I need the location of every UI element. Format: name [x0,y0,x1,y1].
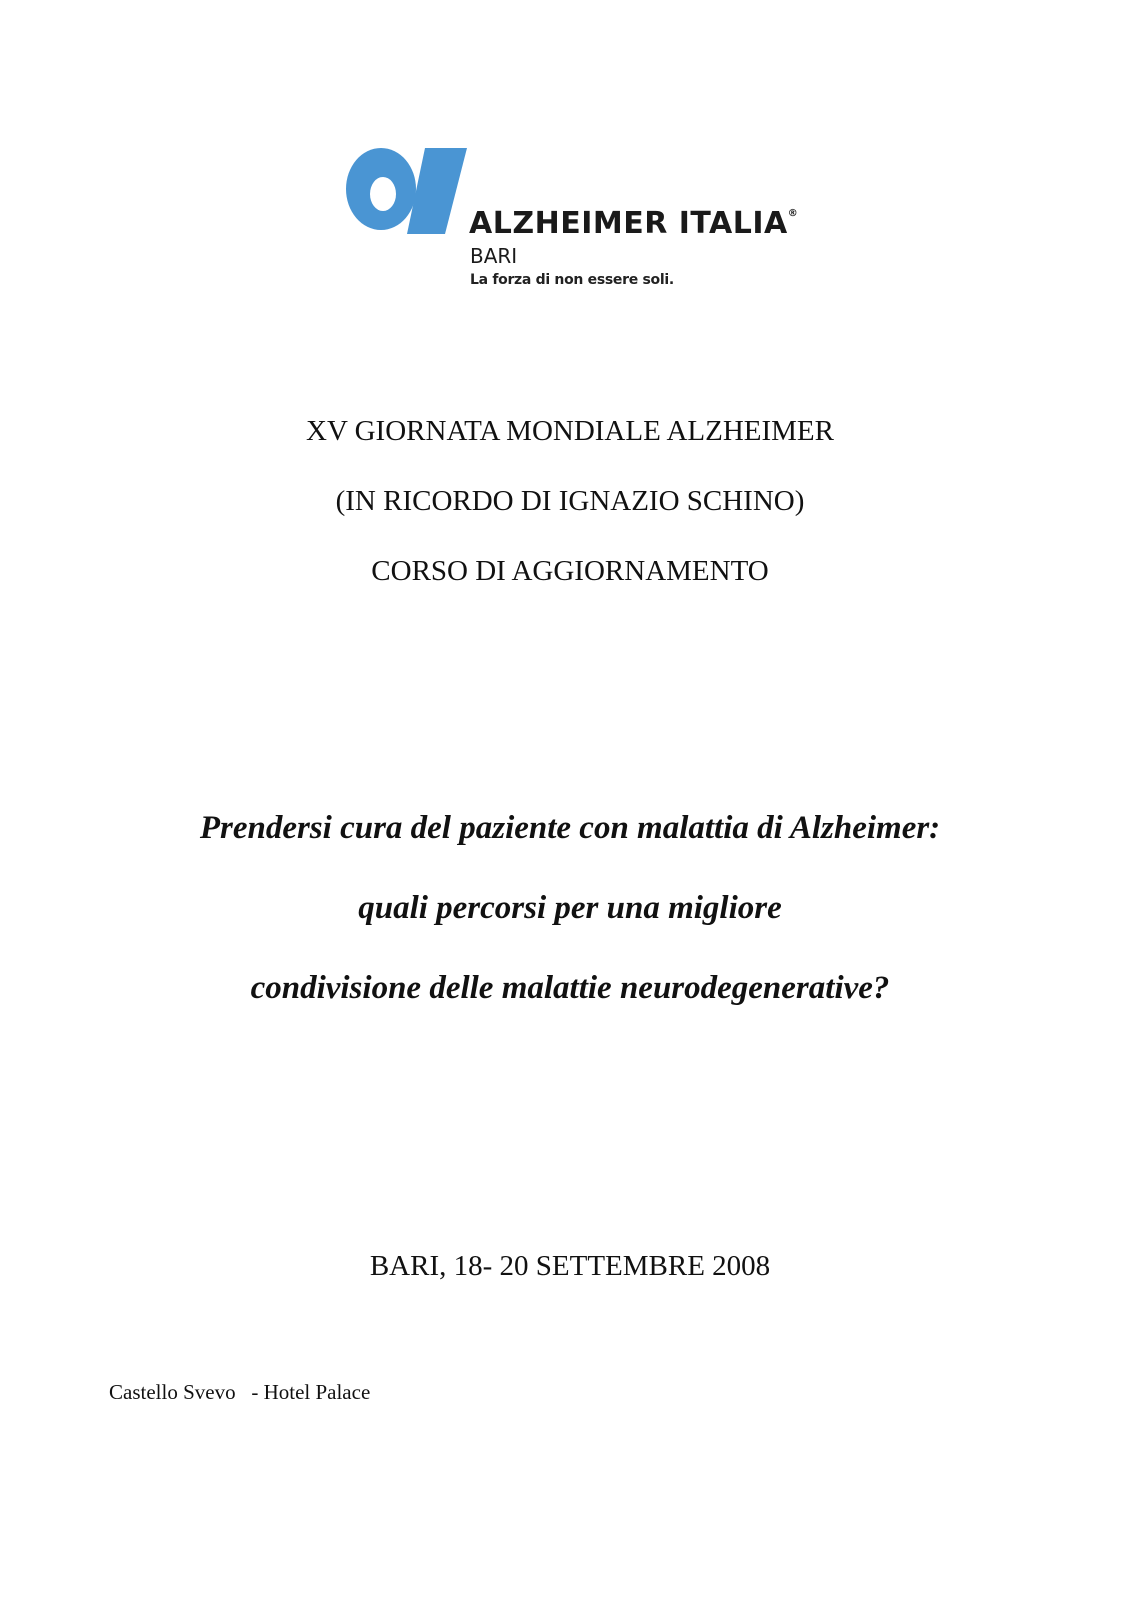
logo-organization-name: ALZHEIMER ITALIA® [469,206,799,241]
alzheimer-italia-logo [343,140,803,300]
event-course-type: CORSO DI AGGIORNAMENTO [371,555,769,587]
course-title-line-3: condivisione delle malattie neurodegenerative? [250,970,890,1006]
course-title-line-1: Prendersi cura del paziente con malattia di Alzheimer: [199,810,941,846]
event-title: XV GIORNATA MONDIALE ALZHEIMER [306,415,834,447]
course-title-line-2: quali percorsi per una migliore [358,890,782,926]
event-dates: BARI, 18- 20 SETTEMBRE 2008 [369,1250,771,1282]
event-venue: Castello Svevo - Hotel Palace [109,1380,371,1404]
logo-tagline: La forza di non essere soli. [470,272,674,288]
event-dedication: (IN RICORDO DI IGNAZIO SCHINO) [335,485,805,517]
logo-mark-icon [343,140,467,236]
logo-city: BARI [470,244,518,268]
